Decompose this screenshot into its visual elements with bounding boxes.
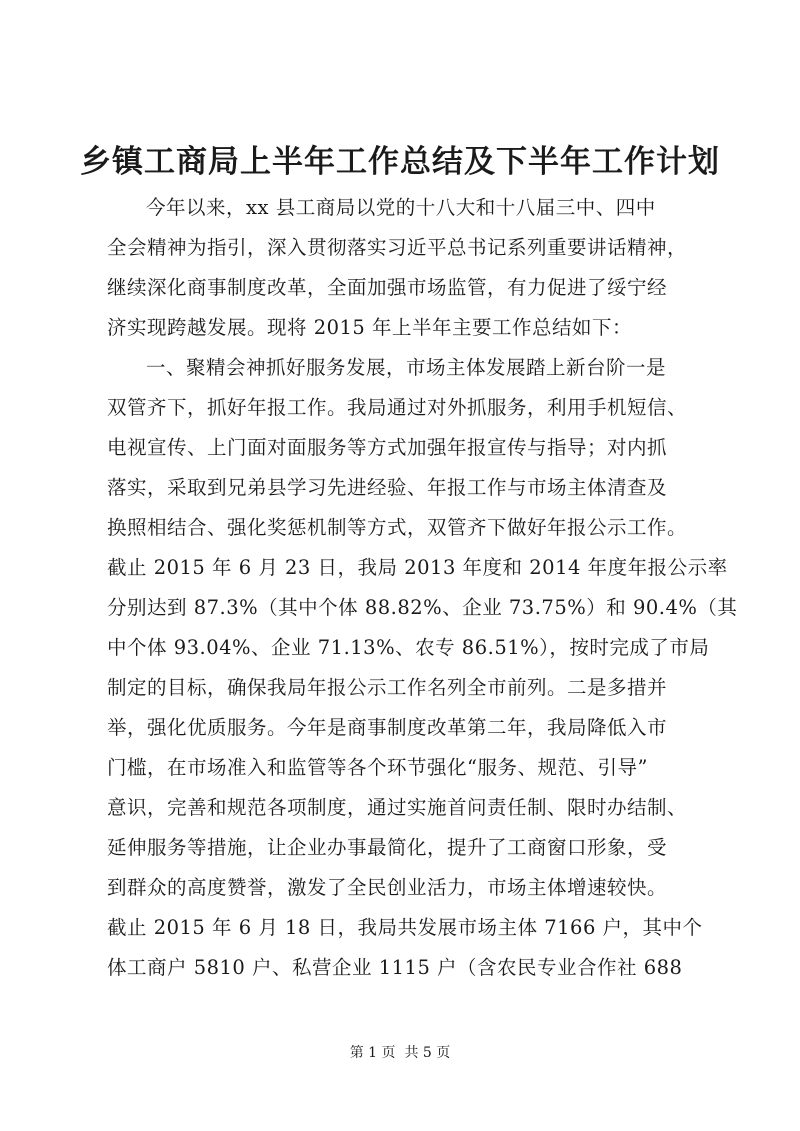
body-line: 制定的目标，确保我局年报公示工作名列全市前列。二是多措并 (107, 676, 668, 699)
body-line: 截止 2015 年 6 月 23 日，我局 2013 年度和 2014 年度年报公示率 (107, 556, 728, 579)
page-number: 第 1 页 共 5 页 (349, 1045, 451, 1061)
document-title: 乡镇工商局上半年工作总结及下半年工作计划 (80, 144, 720, 180)
body-line: 一、聚精会神抓好服务发展，市场主体发展踏上新台阶一是 (146, 356, 667, 379)
body-line: 门槛，在市场准入和监管等各个环节强化“服务、规范、引导” (107, 756, 648, 779)
body-line: 全会精神为指引，深入贯彻落实习近平总书记系列重要讲话精神， (107, 236, 688, 259)
body-line: 继续深化商事制度改革，全面加强市场监管，有力促进了绥宁经 (107, 276, 668, 299)
body-line: 换照相结合、强化奖惩机制等方式，双管齐下做好年报公示工作。 (107, 516, 688, 539)
body-line: 落实，采取到兄弟县学习先进经验、年报工作与市场主体清查及 (107, 476, 668, 499)
body-line: 中个体 93.04%、企业 71.13%、农专 86.51%），按时完成了市局 (107, 636, 710, 659)
body-line: 双管齐下，抓好年报工作。我局通过对外抓服务，利用手机短信、 (107, 396, 688, 419)
body-line: 到群众的高度赞誉，激发了全民创业活力，市场主体增速较快。 (107, 876, 668, 899)
body-line: 截止 2015 年 6 月 18 日，我局共发展市场主体 7166 户，其中个 (107, 916, 703, 939)
body-line: 济实现跨越发展。现将 2015 年上半年主要工作总结如下： (107, 316, 633, 339)
body-line: 举，强化优质服务。今年是商事制度改革第二年，我局降低入市 (107, 716, 668, 739)
body-line: 今年以来，xx 县工商局以党的十八大和十八届三中、四中 (146, 196, 656, 219)
body-line: 电视宣传、上门面对面服务等方式加强年报宣传与指导；对内抓 (107, 436, 668, 459)
body-line: 延伸服务等措施，让企业办事最简化，提升了工商窗口形象，受 (107, 836, 668, 859)
body-line: 分别达到 87.3%（其中个体 88.82%、企业 73.75%）和 90.4%（其 (107, 596, 738, 619)
body-line: 意识，完善和规范各项制度，通过实施首问责任制、限时办结制、 (107, 796, 688, 819)
body-line: 体工商户 5810 户、私营企业 1115 户（含农民专业合作社 688 (107, 956, 683, 979)
